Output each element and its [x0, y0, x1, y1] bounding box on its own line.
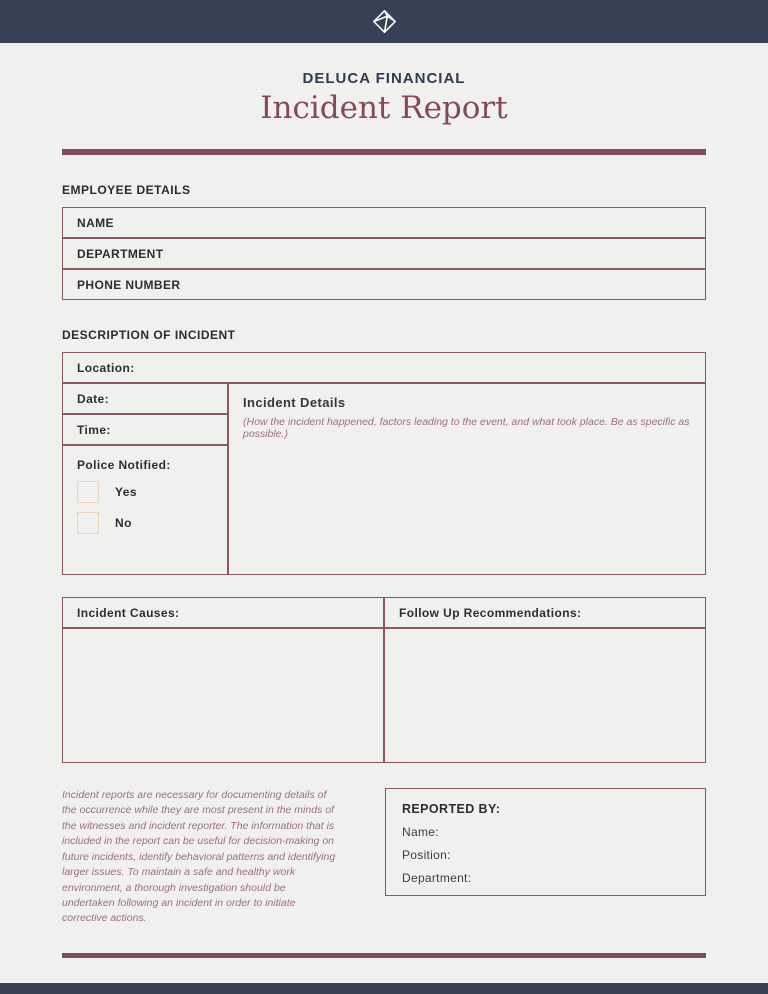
- top-header-bar: [0, 0, 768, 43]
- police-no-option: [77, 512, 213, 534]
- reported-by-name-field[interactable]: [402, 825, 689, 839]
- incident-causes-header-label: Incident Causes:: [77, 605, 180, 620]
- employee-details-table: [62, 207, 706, 300]
- incident-details-hint: (How the incident happened, factors leading to the event, and what took place. Be as specific as possible.): [243, 416, 690, 440]
- reported-by-box: [385, 788, 706, 896]
- time-field-label: Time:: [77, 422, 111, 437]
- department-field-label: DEPARTMENT: [77, 246, 164, 261]
- causes-followup-table: [62, 597, 706, 763]
- police-notified-label: Police Notified:: [77, 458, 171, 472]
- incident-description-table: [62, 352, 706, 575]
- date-field-label: Date:: [77, 391, 110, 406]
- police-yes-checkbox[interactable]: [77, 481, 99, 503]
- followup-recommendations-input-area[interactable]: [384, 628, 706, 763]
- bottom-footer-bar: [0, 983, 768, 994]
- page-title: Incident Report: [260, 90, 508, 126]
- incident-causes-column: [62, 597, 384, 763]
- document-header: [0, 70, 768, 126]
- department-field-row[interactable]: [62, 238, 706, 269]
- police-no-checkbox[interactable]: [77, 512, 99, 534]
- incident-causes-input-area[interactable]: [62, 628, 384, 763]
- incident-details-cell[interactable]: [228, 383, 706, 575]
- incident-description-body: [62, 383, 706, 575]
- police-yes-label: Yes: [115, 485, 137, 499]
- top-divider-rule: [62, 149, 706, 155]
- reported-by-position-label: Position:: [402, 848, 451, 862]
- location-field-label: Location:: [77, 360, 135, 375]
- gem-icon: [371, 8, 398, 35]
- time-field-row[interactable]: [62, 414, 228, 445]
- phone-number-field-label: PHONE NUMBER: [77, 277, 181, 292]
- employee-details-heading: EMPLOYEE DETAILS: [62, 183, 191, 197]
- phone-number-field-row[interactable]: [62, 269, 706, 300]
- incident-details-title: Incident Details: [243, 395, 346, 410]
- followup-recommendations-header: [384, 597, 706, 628]
- followup-recommendations-header-label: Follow Up Recommendations:: [399, 605, 582, 620]
- description-of-incident-heading: DESCRIPTION OF INCIDENT: [62, 328, 236, 342]
- reported-by-heading: REPORTED BY:: [402, 802, 501, 816]
- incident-report-note: Incident reports are necessary for documenting details of the occurrence while they are most present in the minds of the witnesses and incident reporter. The information that is included in the report can be useful for decision-making on future incidents, identify behavioral patterns and identifying larger issues. To maintain a safe and healthy work environment, a thorough investigation should be undertaken following an incident in order to initiate corrective actions.: [62, 789, 336, 925]
- name-field-label: NAME: [77, 215, 114, 230]
- reported-by-department-field[interactable]: [402, 871, 689, 885]
- incident-meta-column: [62, 383, 228, 575]
- reported-by-position-field[interactable]: [402, 848, 689, 862]
- date-field-row[interactable]: [62, 383, 228, 414]
- followup-recommendations-column: [384, 597, 706, 763]
- reported-by-department-label: Department:: [402, 871, 472, 885]
- police-yes-option: [77, 481, 213, 503]
- location-field-row[interactable]: [62, 352, 706, 383]
- bottom-divider-rule: [62, 953, 706, 958]
- police-no-label: No: [115, 516, 132, 530]
- incident-causes-header: [62, 597, 384, 628]
- name-field-row[interactable]: [62, 207, 706, 238]
- footer-section: [62, 788, 706, 927]
- company-name: DELUCA FINANCIAL: [302, 70, 466, 87]
- police-notified-cell: [62, 445, 228, 575]
- reported-by-name-label: Name:: [402, 825, 439, 839]
